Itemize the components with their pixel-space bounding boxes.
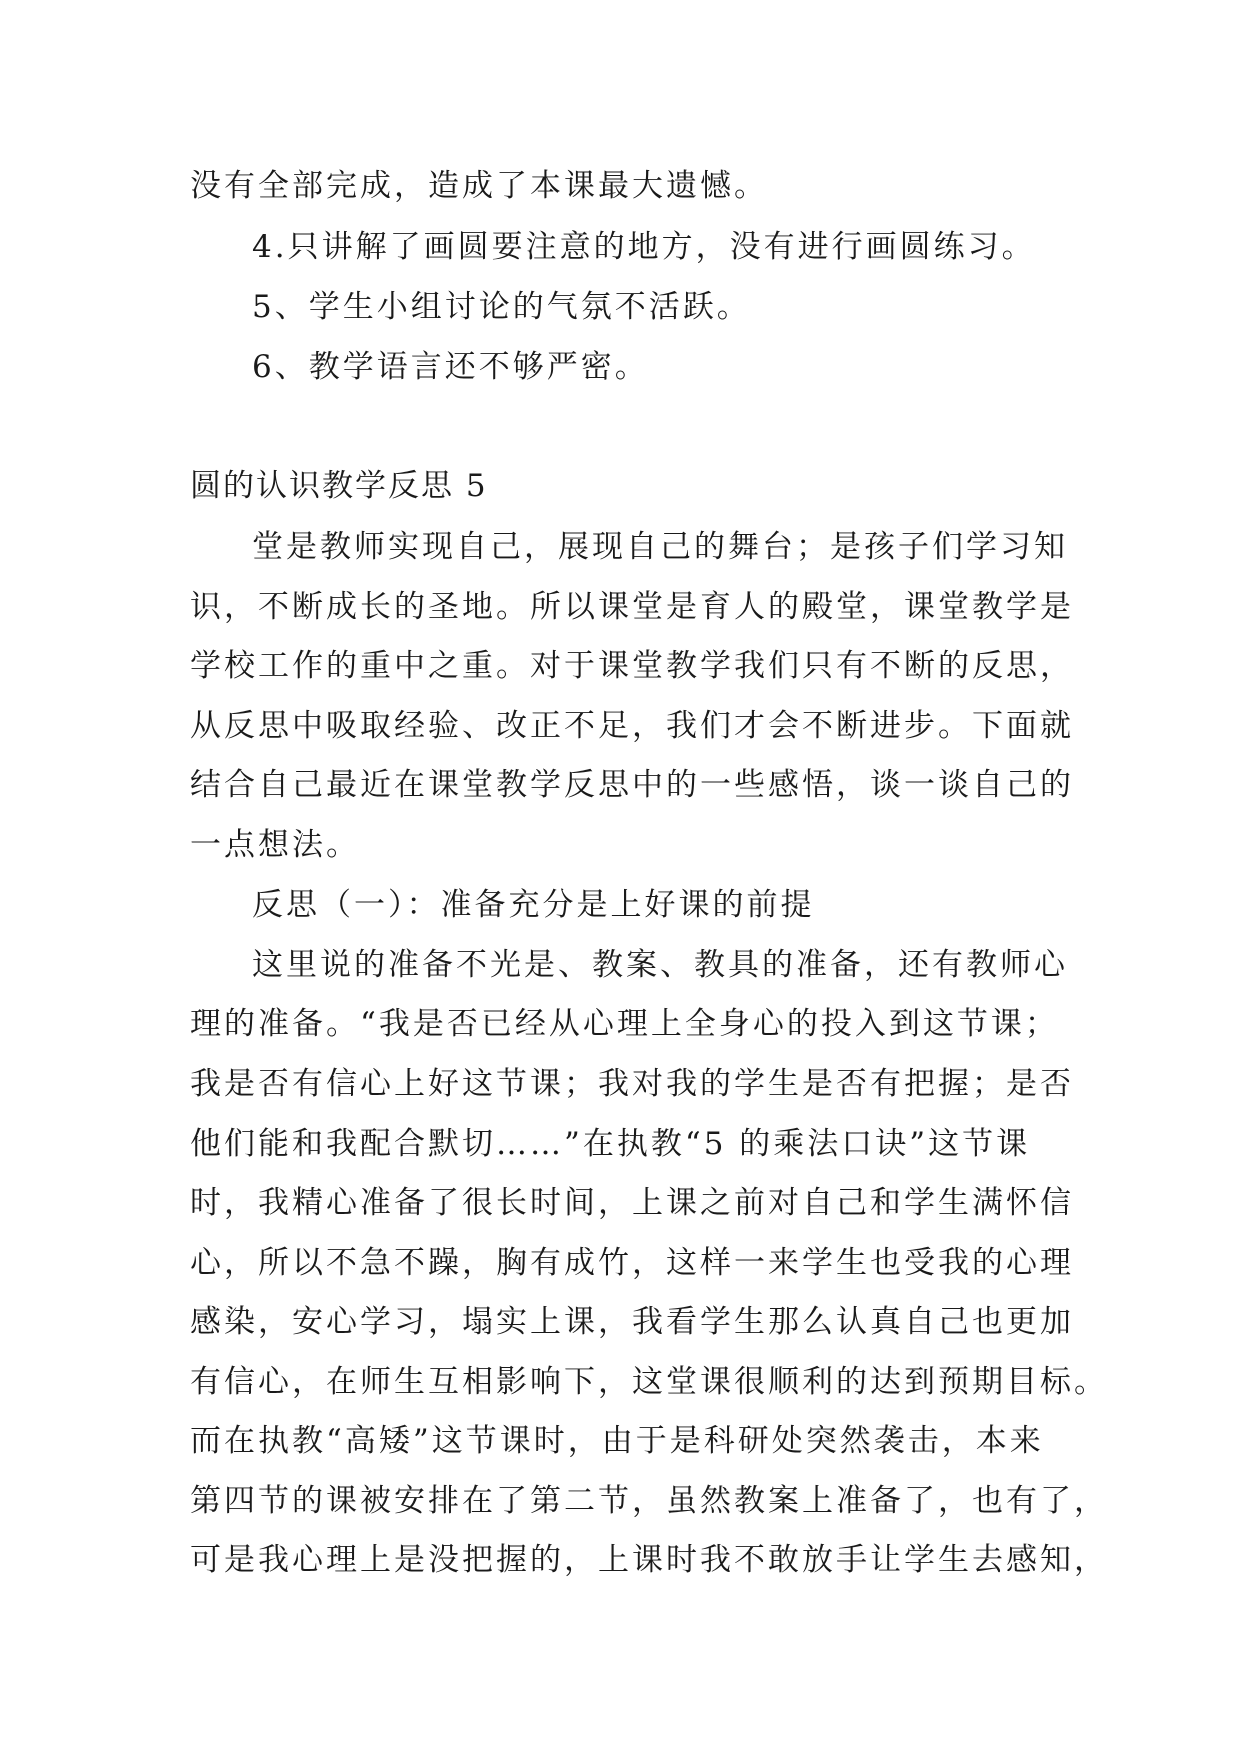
list-item-4: 4.只讲解了画圆要注意的地方，没有进行画圆练习。 xyxy=(252,229,1036,265)
list-item-6: 6、教学语言还不够严密。 xyxy=(252,349,649,385)
paragraph-line: 理的准备。“我是否已经从心理上全身心的投入到这节课； xyxy=(190,1006,1059,1042)
paragraph-line: 时，我精心准备了很长时间，上课之前对自己和学生满怀信 xyxy=(190,1185,1074,1221)
list-item-5: 5、学生小组讨论的气氛不活跃。 xyxy=(252,289,751,325)
paragraph-line: 他们能和我配合默切……”在执教“5 的乘法口诀”这节课 xyxy=(190,1126,1031,1162)
text-line: 没有全部完成，造成了本课最大遗憾。 xyxy=(190,168,768,204)
paragraph-line: 这里说的准备不光是、教案、教具的准备，还有教师心 xyxy=(252,947,1068,983)
paragraph-line: 而在执教“高矮”这节课时，由于是科研处突然袭击，本来 xyxy=(190,1423,1044,1459)
paragraph-line: 感染，安心学习，塌实上课，我看学生那么认真自己也更加 xyxy=(190,1304,1074,1340)
paragraph-line: 学校工作的重中之重。对于课堂教学我们只有不断的反思， xyxy=(190,648,1074,684)
section-heading: 圆的认识教学反思 5 xyxy=(190,468,488,504)
paragraph-line: 从反思中吸取经验、改正不足，我们才会不断进步。下面就 xyxy=(190,708,1074,744)
paragraph-line: 心，所以不急不躁，胸有成竹，这样一来学生也受我的心理 xyxy=(190,1245,1074,1281)
paragraph-line: 有信心，在师生互相影响下，这堂课很顺利的达到预期目标。 xyxy=(190,1364,1108,1400)
subheading: 反思（一）：准备充分是上好课的前提 xyxy=(252,887,815,923)
paragraph-line: 堂是教师实现自己，展现自己的舞台；是孩子们学习知 xyxy=(252,529,1068,565)
paragraph-line: 结合自己最近在课堂教学反思中的一些感悟，谈一谈自己的 xyxy=(190,767,1074,803)
paragraph-line: 可是我心理上是没把握的，上课时我不敢放手让学生去感知， xyxy=(190,1542,1108,1578)
paragraph-line: 第四节的课被安排在了第二节，虽然教案上准备了，也有了， xyxy=(190,1483,1108,1519)
paragraph-line: 我是否有信心上好这节课；我对我的学生是否有把握；是否 xyxy=(190,1066,1074,1102)
paragraph-line: 一点想法。 xyxy=(190,827,360,863)
paragraph-line: 识，不断成长的圣地。所以课堂是育人的殿堂，课堂教学是 xyxy=(190,589,1074,625)
